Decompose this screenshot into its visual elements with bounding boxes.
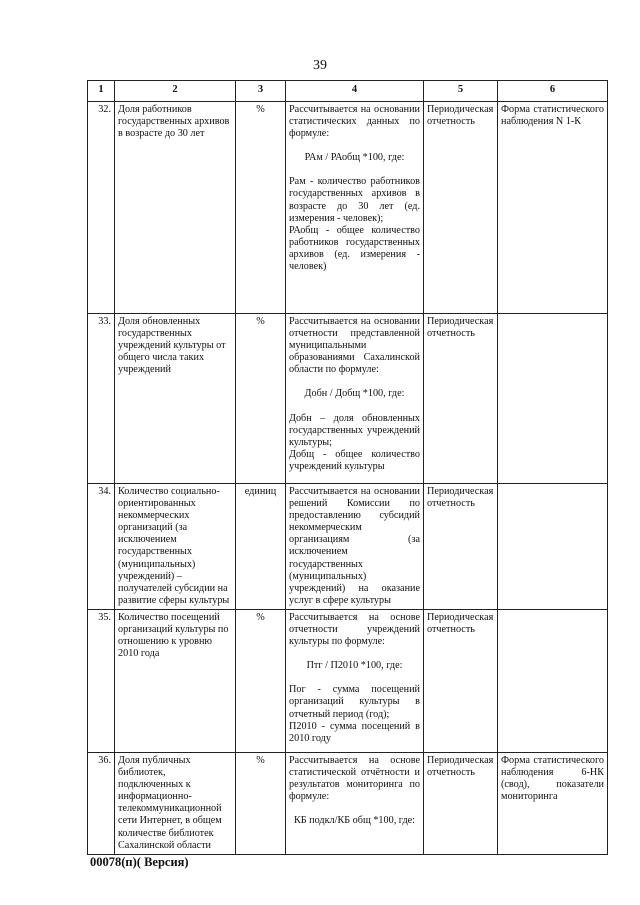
- method-definition: Пог - сумма посещений организаций культуры в отчетный период (год);: [289, 684, 420, 720]
- calculation-method: [286, 314, 424, 484]
- column-header: 3: [236, 81, 286, 102]
- unit-of-measure: единиц: [236, 484, 286, 610]
- calculation-method: [286, 752, 424, 854]
- unit-of-measure: %: [236, 314, 286, 484]
- method-intro: Рассчитывается на основе отчетности учреждений культуры по формуле:: [289, 611, 420, 648]
- unit-of-measure: %: [236, 609, 286, 752]
- method-definition: П2010 - сумма посещений в 2010 году: [289, 720, 420, 744]
- data-source: [498, 484, 608, 610]
- indicators-table: [87, 80, 608, 855]
- data-source: Форма статистического наблюдения N 1-К: [498, 102, 608, 314]
- indicator-name: Доля обновленных государственных учреждений культуры от общего числа таких учреждений: [115, 314, 236, 484]
- indicator-name: Доля публичных библиотек, подключенных к информационно-телекоммуникационной сети Интернет, в общем количестве библиотек Сахалинской области: [115, 752, 236, 854]
- column-header: 2: [115, 81, 236, 102]
- data-source: [498, 314, 608, 484]
- method-definition: Рам - количество работников государственных архивов в возрасте до 30 лет (ед. измерения - человек);: [289, 176, 420, 224]
- document-code: 00078(п): [90, 855, 137, 869]
- table-row: [88, 314, 608, 484]
- method-formula: Птг / П2010 *100, где:: [306, 660, 403, 672]
- table-row: [88, 752, 608, 854]
- column-header: 1: [88, 81, 115, 102]
- reporting-period: Периодическая отчетность: [424, 102, 498, 314]
- column-header: 5: [424, 81, 498, 102]
- reporting-period: Периодическая отчетность: [424, 609, 498, 752]
- reporting-period: Периодическая отчетность: [424, 752, 498, 854]
- row-number: 33.: [88, 314, 115, 484]
- indicator-name: Количество посещений организаций культуры по отношению к уровню 2010 года: [115, 609, 236, 752]
- unit-of-measure: %: [236, 752, 286, 854]
- calculation-method: [286, 102, 424, 314]
- reporting-period: Периодическая отчетность: [424, 484, 498, 610]
- row-number: 35.: [88, 609, 115, 752]
- document-version: ( Версия): [136, 855, 189, 869]
- header-row: [88, 81, 608, 102]
- table-row: [88, 102, 608, 314]
- method-intro: Рассчитывается на основании отчетности представленной муниципальными образованиями Сахалинской области по формуле:: [289, 316, 420, 376]
- row-number: 32.: [88, 102, 115, 314]
- method-formula: РАм / РАобщ *100, где:: [304, 152, 405, 164]
- column-header: 4: [286, 81, 424, 102]
- row-number: 36.: [88, 752, 115, 854]
- method-definition: Добн – доля обновленных государственных учреждений культуры;: [289, 412, 420, 448]
- document-footer: [90, 855, 189, 870]
- method-intro: Рассчитывается на основании решений Комиссии по предоставлению субсидий некоммерческим организациям (за исключением государственных (муниципальных) учреждений) на оказание услуг в сфере культуры: [289, 486, 420, 606]
- data-source: Форма статистического наблюдения 6-НК (свод), показатели мониторинга: [498, 752, 608, 854]
- data-source: [498, 609, 608, 752]
- reporting-period: Периодическая отчетность: [424, 314, 498, 484]
- table-row: [88, 484, 608, 610]
- indicator-name: Доля работников государственных архивов в возрасте до 30 лет: [115, 102, 236, 314]
- row-number: 34.: [88, 484, 115, 610]
- unit-of-measure: %: [236, 102, 286, 314]
- indicator-name: Количество социально-ориентированных некоммерческих организаций (за исключением государственных (муниципальных) учреждений) – получателей субсидии на развитие сферы культуры: [115, 484, 236, 610]
- method-intro: Рассчитывается на основе статистической отчётности и результатов мониторинга по формуле:: [289, 754, 420, 803]
- method-intro: Рассчитывается на основании статистических данных по формуле:: [289, 104, 420, 140]
- page-number: 39: [313, 58, 327, 73]
- method-formula: Добн / Добщ *100, где:: [304, 388, 405, 400]
- method-definition: Добщ - общее количество учреждений культуры: [289, 448, 420, 472]
- method-formula: КБ подкл/КБ общ *100, где:: [293, 815, 416, 827]
- calculation-method: [286, 484, 424, 610]
- column-header: 6: [498, 81, 608, 102]
- table-row: [88, 609, 608, 752]
- method-definition: РАобщ - общее количество работников государственных архивов (ед. измерения - человек): [289, 224, 420, 273]
- calculation-method: [286, 609, 424, 752]
